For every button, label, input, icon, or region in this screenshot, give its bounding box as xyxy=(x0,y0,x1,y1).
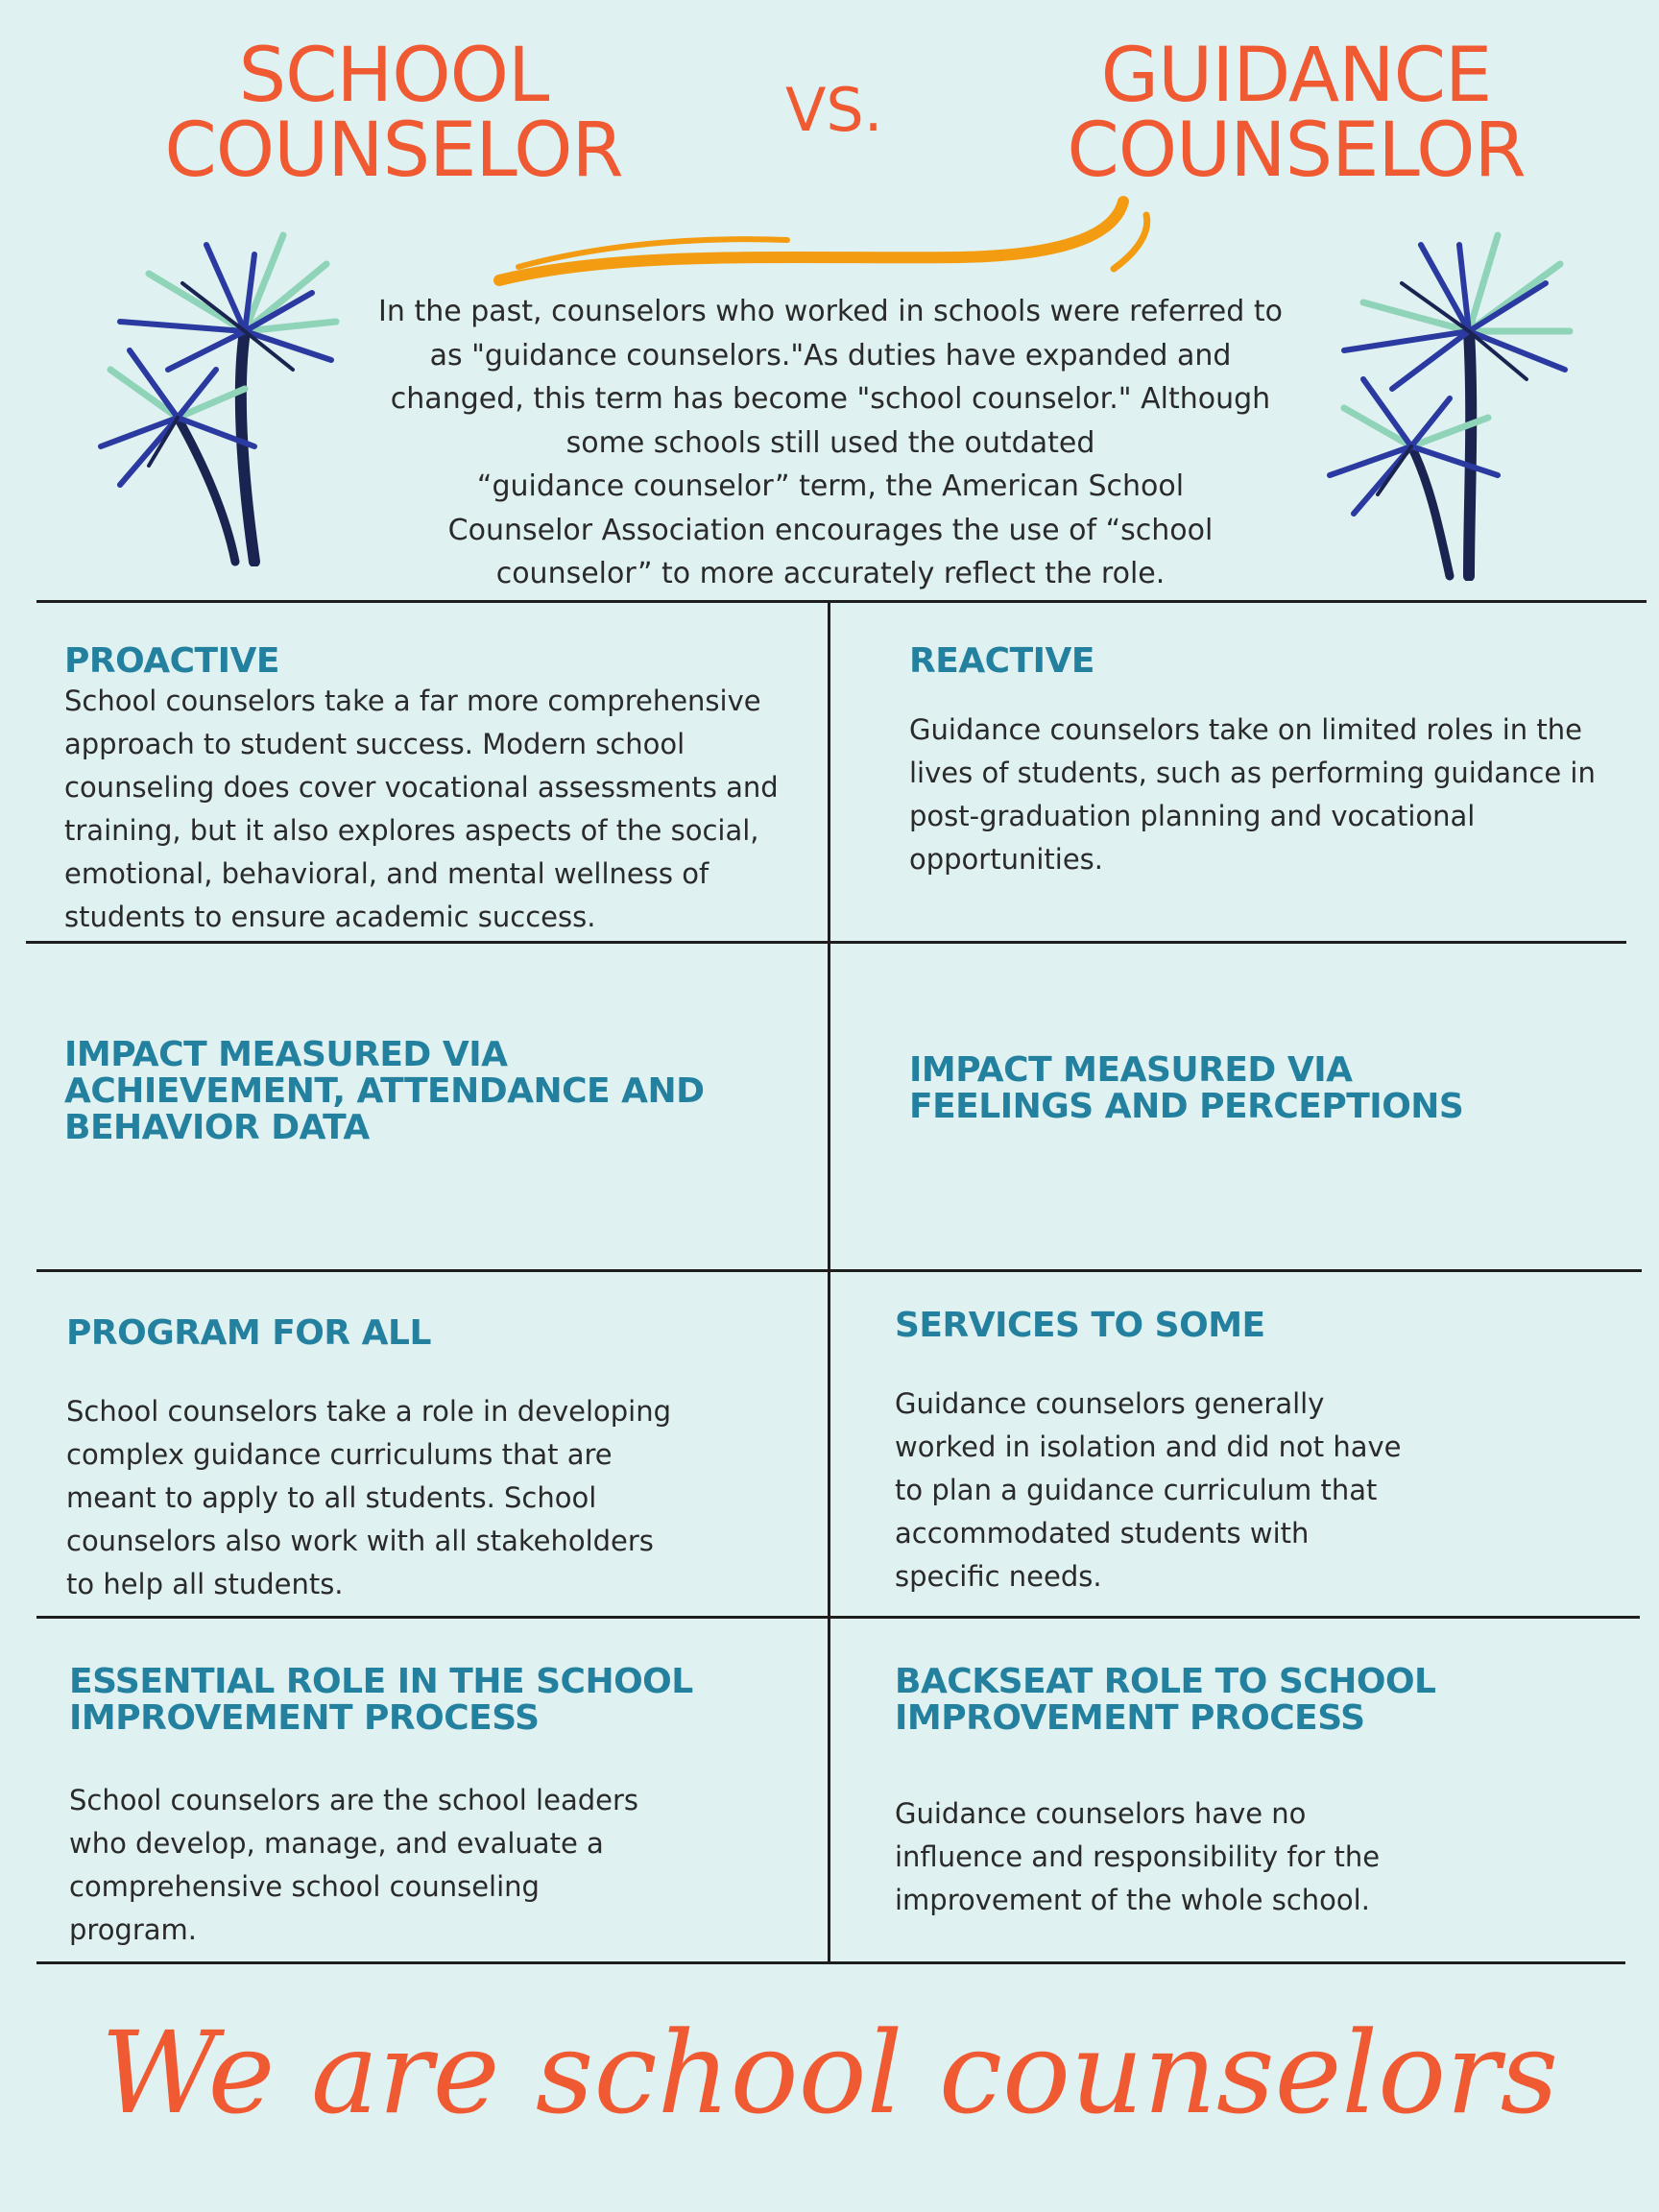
body-line: Guidance counselors take on limited roles in the xyxy=(909,713,1582,746)
body-line: approach to student success. Modern school xyxy=(64,728,685,760)
divider-top xyxy=(36,600,1647,603)
cell-heading xyxy=(64,1037,813,1146)
cell-essential-role xyxy=(69,1664,818,1952)
body-line: Guidance counselors have no xyxy=(895,1797,1307,1830)
body-line: School counselors take a role in developing xyxy=(66,1395,671,1428)
body-line: lives of students, such as performing guidance in xyxy=(909,757,1596,789)
cell-heading xyxy=(909,1052,1639,1125)
heading-line: BEHAVIOR DATA xyxy=(64,1108,370,1147)
body-line: to help all students. xyxy=(66,1568,344,1600)
body-line: School counselors are the school leaders xyxy=(69,1784,639,1816)
cell-heading: PROACTIVE xyxy=(64,641,279,681)
footer-slogan: We are school counselors xyxy=(100,2007,1559,2139)
intro-line: changed, this term has become "school counselor." Although xyxy=(390,382,1271,416)
left-title-line-1: SCHOOL xyxy=(238,33,549,119)
heading-line: IMPROVEMENT PROCESS xyxy=(69,1698,540,1738)
cell-body xyxy=(909,709,1620,881)
divider-bottom xyxy=(36,1961,1625,1964)
cell-heading xyxy=(895,1664,1624,1737)
intro-paragraph xyxy=(346,290,1315,596)
heading-line: BACKSEAT ROLE TO SCHOOL xyxy=(895,1662,1436,1701)
left-title-line-2: COUNSELOR xyxy=(164,108,623,194)
right-title-line-2: COUNSELOR xyxy=(1067,108,1526,194)
cell-body xyxy=(895,1792,1624,1922)
intro-line: as "guidance counselors."As duties have expanded and xyxy=(429,338,1232,373)
heading-line: FEELINGS AND PERCEPTIONS xyxy=(909,1087,1464,1126)
body-line: who develop, manage, and evaluate a xyxy=(69,1827,604,1860)
left-title xyxy=(106,33,682,194)
body-line: emotional, behavioral, and mental wellness of xyxy=(64,857,709,890)
body-line: improvement of the whole school. xyxy=(895,1884,1370,1916)
heading-line: ESSENTIAL ROLE IN THE SCHOOL xyxy=(69,1662,693,1701)
cell-body xyxy=(64,680,813,939)
palm-plant-right-icon xyxy=(1325,226,1584,581)
cell-proactive xyxy=(64,643,813,939)
divider-row-3 xyxy=(36,1616,1640,1619)
body-line: Guidance counselors generally xyxy=(895,1387,1325,1420)
swoosh-decoration xyxy=(480,192,1171,298)
intro-line: In the past, counselors who worked in schools were referred to xyxy=(378,295,1283,328)
body-line: specific needs. xyxy=(895,1560,1102,1593)
body-line: opportunities. xyxy=(909,843,1104,876)
heading-line: IMPACT MEASURED VIA xyxy=(64,1035,508,1074)
body-line: counselors also work with all stakeholders xyxy=(66,1525,654,1557)
cell-heading: SERVICES TO SOME xyxy=(895,1306,1265,1345)
body-line: students to ensure academic success. xyxy=(64,901,596,933)
palm-plant-left-icon xyxy=(91,226,350,566)
right-title xyxy=(989,33,1603,194)
intro-line: “guidance counselor” term, the American School xyxy=(476,469,1185,503)
heading-line: ACHIEVEMENT, ATTENDANCE AND xyxy=(64,1071,705,1111)
body-line: comprehensive school counseling xyxy=(69,1870,540,1903)
cell-impact-feelings xyxy=(909,1052,1639,1125)
cell-body xyxy=(69,1779,818,1952)
body-line: program. xyxy=(69,1913,198,1946)
cell-backseat-role xyxy=(895,1664,1624,1922)
divider-row-1 xyxy=(26,941,1626,944)
vs-label: VS. xyxy=(785,75,883,145)
cell-heading: REACTIVE xyxy=(909,641,1094,681)
heading-line: IMPACT MEASURED VIA xyxy=(909,1050,1353,1090)
body-line: to plan a guidance curriculum that xyxy=(895,1474,1378,1506)
divider-row-2 xyxy=(36,1269,1642,1272)
body-line: complex guidance curriculums that are xyxy=(66,1438,613,1471)
body-line: accommodated students with xyxy=(895,1517,1310,1550)
cell-services-to-some xyxy=(895,1308,1624,1599)
intro-line: counselor” to more accurately reflect the role. xyxy=(495,557,1166,590)
cell-program-for-all xyxy=(66,1315,815,1606)
body-line: School counselors take a far more comprehensive xyxy=(64,685,761,717)
right-title-line-1: GUIDANCE xyxy=(1100,33,1492,119)
body-line: training, but it also explores aspects of the social, xyxy=(64,814,759,847)
cell-body xyxy=(66,1390,815,1606)
cell-impact-achievement xyxy=(64,1037,813,1146)
body-line: influence and responsibility for the xyxy=(895,1840,1381,1873)
body-line: post-graduation planning and vocational xyxy=(909,800,1476,832)
cell-heading xyxy=(69,1664,818,1737)
heading-line: IMPROVEMENT PROCESS xyxy=(895,1698,1365,1738)
body-line: worked in isolation and did not have xyxy=(895,1431,1402,1463)
body-line: counseling does cover vocational assessments and xyxy=(64,771,779,804)
intro-line: Counselor Association encourages the use of “school xyxy=(447,513,1214,547)
divider-center xyxy=(828,600,830,1963)
cell-reactive xyxy=(909,643,1620,881)
cell-body xyxy=(895,1382,1624,1599)
cell-heading: PROGRAM FOR ALL xyxy=(66,1313,431,1353)
body-line: meant to apply to all students. School xyxy=(66,1481,597,1514)
intro-line: some schools still used the outdated xyxy=(565,425,1095,460)
